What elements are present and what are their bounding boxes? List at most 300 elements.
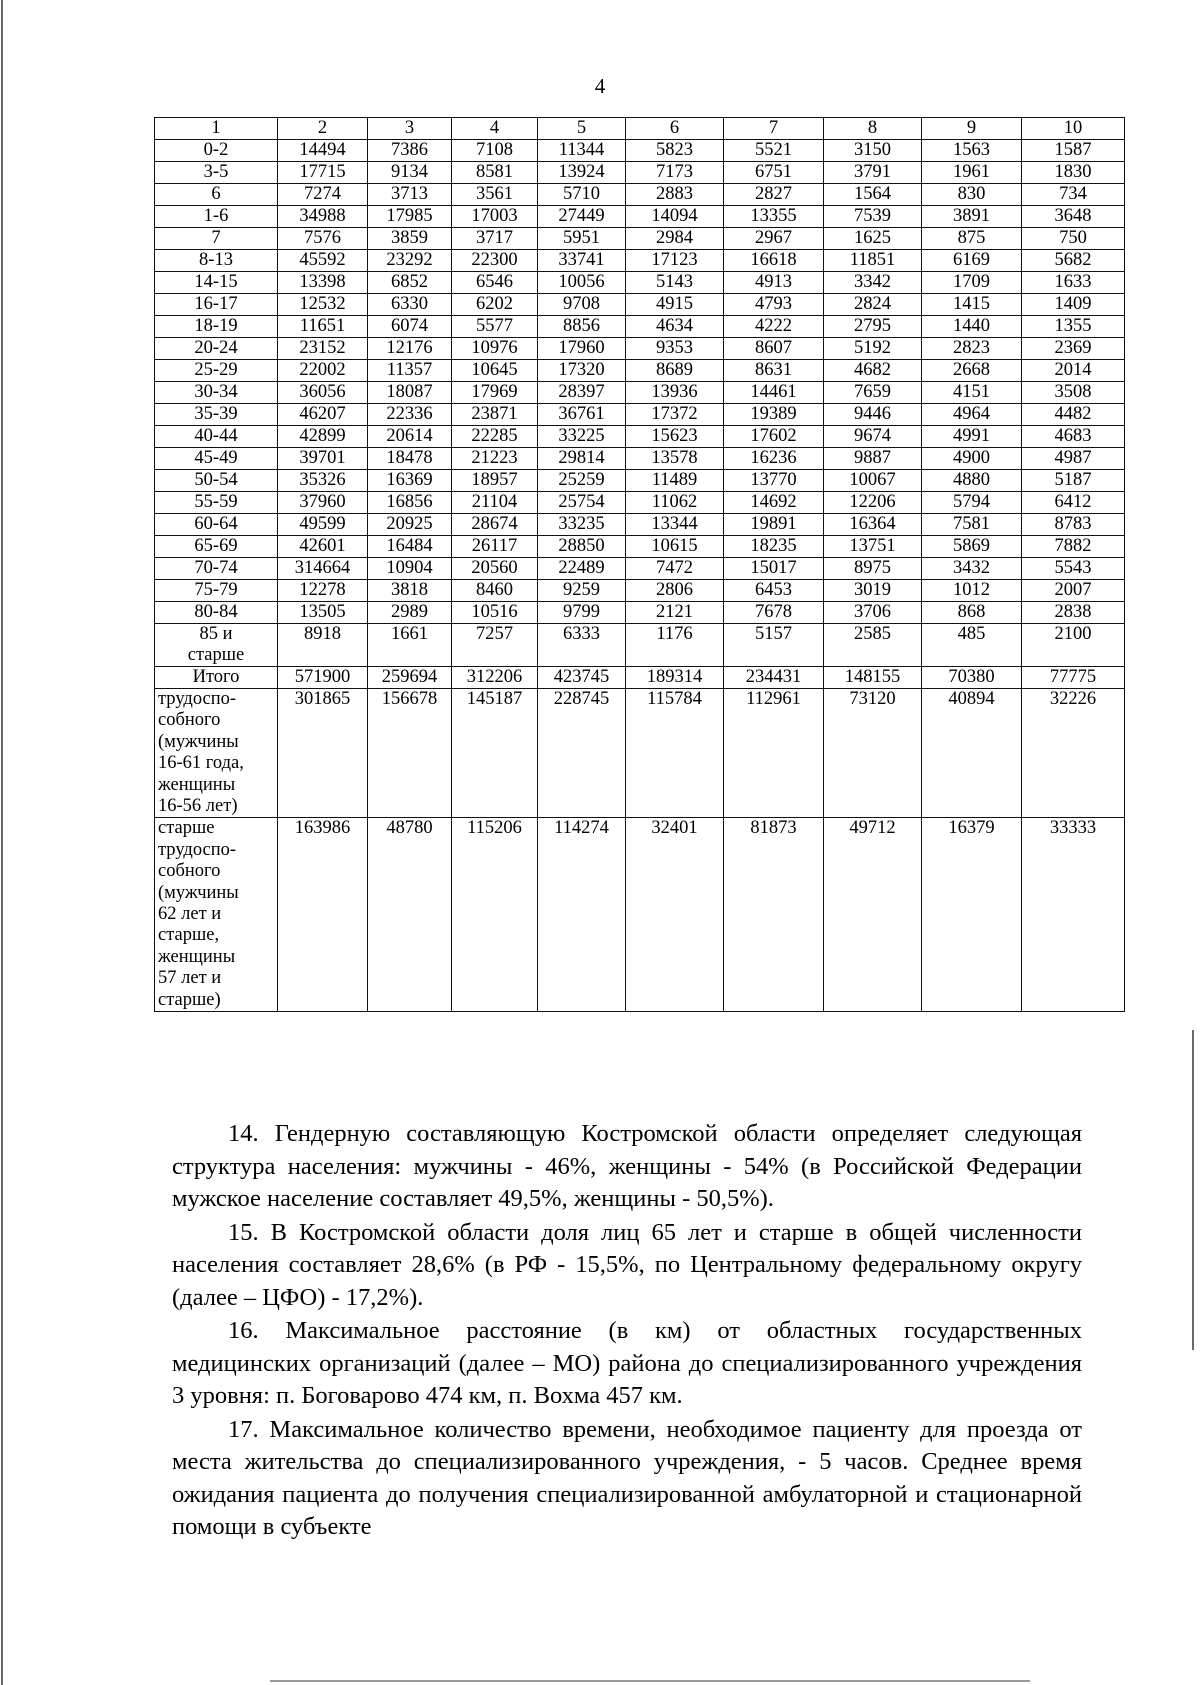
age-group-cell: 35-39: [155, 404, 278, 426]
value-cell: 14461: [724, 382, 824, 404]
paragraph-14: 14. Гендерную составляющую Костромской области определяет следующая структура населения: мужчины - 46%, женщины - 54% (в Российской Федерации мужское население составляет 49,5%, женщины - 50,5%).: [172, 1120, 1082, 1212]
header-cell: 1: [155, 118, 278, 140]
header-cell: 7: [724, 118, 824, 140]
table-row: [155, 558, 1125, 580]
header-cell: 6: [626, 118, 724, 140]
value-cell: 8918: [278, 624, 368, 667]
age-group-cell: 65-69: [155, 536, 278, 558]
value-cell: 7472: [626, 558, 724, 580]
value-cell: 7581: [922, 514, 1022, 536]
value-cell: 112961: [724, 689, 824, 818]
row-label-cell: 85 и старше: [155, 624, 278, 667]
value-cell: 48780: [368, 818, 452, 1012]
value-cell: 1415: [922, 294, 1022, 316]
table-row: [155, 448, 1125, 470]
value-cell: 2014: [1022, 360, 1125, 382]
paragraph-15: 15. В Костромской области доля лиц 65 лет и старше в общей численности населения составляет 28,6% (в РФ - 15,5%, по Центральному федеральному округу (далее – ЦФО) - 17,2%).: [172, 1218, 1082, 1311]
value-cell: 9353: [626, 338, 724, 360]
header-cell: 8: [824, 118, 922, 140]
value-cell: 33741: [538, 250, 626, 272]
value-cell: 7678: [724, 602, 824, 624]
value-cell: 5869: [922, 536, 1022, 558]
value-cell: 21104: [452, 492, 538, 514]
value-cell: 11344: [538, 140, 626, 162]
value-cell: 4991: [922, 426, 1022, 448]
value-cell: 10904: [368, 558, 452, 580]
value-cell: 485: [922, 624, 1022, 667]
age-group-cell: 80-84: [155, 602, 278, 624]
value-cell: 148155: [824, 667, 922, 689]
value-cell: 17602: [724, 426, 824, 448]
value-cell: 5187: [1022, 470, 1125, 492]
table-header-row: [155, 118, 1125, 140]
table-row: [155, 580, 1125, 602]
page-edge-bottom: [270, 1680, 1030, 1682]
row-working-age: [155, 689, 1125, 818]
table-row: [155, 250, 1125, 272]
value-cell: 22336: [368, 404, 452, 426]
value-cell: 115206: [452, 818, 538, 1012]
value-cell: 1409: [1022, 294, 1125, 316]
age-group-cell: 18-19: [155, 316, 278, 338]
value-cell: 9446: [824, 404, 922, 426]
value-cell: 4964: [922, 404, 1022, 426]
table-body: [155, 118, 1125, 1012]
page-edge-left: [1, 0, 3, 1685]
row-label-cell: трудоспо- собного (мужчины 16-61 года, женщины 16-56 лет): [155, 689, 278, 818]
value-cell: 7108: [452, 140, 538, 162]
age-group-cell: 0-2: [155, 140, 278, 162]
value-cell: 16856: [368, 492, 452, 514]
value-cell: 19891: [724, 514, 824, 536]
value-cell: 6169: [922, 250, 1022, 272]
value-cell: 2806: [626, 580, 724, 602]
value-cell: 9799: [538, 602, 626, 624]
value-cell: 13355: [724, 206, 824, 228]
value-cell: 301865: [278, 689, 368, 818]
value-cell: 36761: [538, 404, 626, 426]
value-cell: 17123: [626, 250, 724, 272]
table-row: [155, 602, 1125, 624]
value-cell: 32226: [1022, 689, 1125, 818]
value-cell: 49599: [278, 514, 368, 536]
value-cell: 33225: [538, 426, 626, 448]
value-cell: 13751: [824, 536, 922, 558]
table-row: [155, 272, 1125, 294]
value-cell: 5157: [724, 624, 824, 667]
value-cell: 17960: [538, 338, 626, 360]
value-cell: 3432: [922, 558, 1022, 580]
value-cell: 20614: [368, 426, 452, 448]
value-cell: 14494: [278, 140, 368, 162]
table-row: [155, 492, 1125, 514]
value-cell: 25754: [538, 492, 626, 514]
value-cell: 73120: [824, 689, 922, 818]
value-cell: 28850: [538, 536, 626, 558]
value-cell: 1633: [1022, 272, 1125, 294]
value-cell: 5521: [724, 140, 824, 162]
value-cell: 8975: [824, 558, 922, 580]
value-cell: 4482: [1022, 404, 1125, 426]
value-cell: 40894: [922, 689, 1022, 818]
value-cell: 13398: [278, 272, 368, 294]
page-number: 4: [594, 74, 606, 98]
table-row: [155, 184, 1125, 206]
value-cell: 18087: [368, 382, 452, 404]
value-cell: 1661: [368, 624, 452, 667]
value-cell: 16369: [368, 470, 452, 492]
table-row: [155, 536, 1125, 558]
value-cell: 49712: [824, 818, 922, 1012]
value-cell: 23152: [278, 338, 368, 360]
age-group-cell: 25-29: [155, 360, 278, 382]
row-total: [155, 667, 1125, 689]
value-cell: 11062: [626, 492, 724, 514]
value-cell: 17715: [278, 162, 368, 184]
value-cell: 1176: [626, 624, 724, 667]
value-cell: 8607: [724, 338, 824, 360]
value-cell: 2824: [824, 294, 922, 316]
value-cell: 10645: [452, 360, 538, 382]
value-cell: 2100: [1022, 624, 1125, 667]
age-group-cell: 16-17: [155, 294, 278, 316]
value-cell: 4634: [626, 316, 724, 338]
value-cell: 13770: [724, 470, 824, 492]
value-cell: 734: [1022, 184, 1125, 206]
header-cell: 10: [1022, 118, 1125, 140]
table-row: [155, 382, 1125, 404]
value-cell: 145187: [452, 689, 538, 818]
value-cell: 17969: [452, 382, 538, 404]
value-cell: 7659: [824, 382, 922, 404]
value-cell: 2984: [626, 228, 724, 250]
value-cell: 18957: [452, 470, 538, 492]
value-cell: 13505: [278, 602, 368, 624]
value-cell: 22300: [452, 250, 538, 272]
value-cell: 114274: [538, 818, 626, 1012]
value-cell: 10615: [626, 536, 724, 558]
value-cell: 5192: [824, 338, 922, 360]
value-cell: 42601: [278, 536, 368, 558]
value-cell: 163986: [278, 818, 368, 1012]
value-cell: 868: [922, 602, 1022, 624]
value-cell: 25259: [538, 470, 626, 492]
value-cell: 5951: [538, 228, 626, 250]
value-cell: 2989: [368, 602, 452, 624]
value-cell: 11651: [278, 316, 368, 338]
value-cell: 20925: [368, 514, 452, 536]
value-cell: 2827: [724, 184, 824, 206]
value-cell: 1830: [1022, 162, 1125, 184]
value-cell: 28674: [452, 514, 538, 536]
value-cell: 2668: [922, 360, 1022, 382]
table-row: [155, 294, 1125, 316]
value-cell: 12176: [368, 338, 452, 360]
value-cell: 10067: [824, 470, 922, 492]
table-row: [155, 514, 1125, 536]
value-cell: 16484: [368, 536, 452, 558]
value-cell: 5710: [538, 184, 626, 206]
value-cell: 13936: [626, 382, 724, 404]
value-cell: 6412: [1022, 492, 1125, 514]
value-cell: 6074: [368, 316, 452, 338]
value-cell: 5794: [922, 492, 1022, 514]
table-row: [155, 228, 1125, 250]
value-cell: 4987: [1022, 448, 1125, 470]
value-cell: 8856: [538, 316, 626, 338]
value-cell: 1564: [824, 184, 922, 206]
value-cell: 571900: [278, 667, 368, 689]
value-cell: 2121: [626, 602, 724, 624]
value-cell: 6751: [724, 162, 824, 184]
value-cell: 6333: [538, 624, 626, 667]
value-cell: 10056: [538, 272, 626, 294]
population-table: [154, 117, 1125, 1012]
value-cell: 26117: [452, 536, 538, 558]
age-group-cell: 3-5: [155, 162, 278, 184]
value-cell: 8460: [452, 580, 538, 602]
value-cell: 7539: [824, 206, 922, 228]
paragraph-16: 16. Максимальное расстояние (в км) от областных государственных медицинских организаций (далее – МО) района до специализированного учреждения 3 уровня: п. Боговарово 474 км, п. Вохма 457 км.: [172, 1317, 1082, 1409]
value-cell: 12206: [824, 492, 922, 514]
value-cell: 36056: [278, 382, 368, 404]
value-cell: 4913: [724, 272, 824, 294]
value-cell: 8581: [452, 162, 538, 184]
value-cell: 3859: [368, 228, 452, 250]
value-cell: 28397: [538, 382, 626, 404]
value-cell: 16364: [824, 514, 922, 536]
value-cell: 14094: [626, 206, 724, 228]
value-cell: 3150: [824, 140, 922, 162]
value-cell: 33333: [1022, 818, 1125, 1012]
value-cell: 6202: [452, 294, 538, 316]
value-cell: 9674: [824, 426, 922, 448]
value-cell: 16379: [922, 818, 1022, 1012]
value-cell: 7386: [368, 140, 452, 162]
table-row: [155, 360, 1125, 382]
value-cell: 8631: [724, 360, 824, 382]
value-cell: 2007: [1022, 580, 1125, 602]
value-cell: 10976: [452, 338, 538, 360]
value-cell: 4151: [922, 382, 1022, 404]
value-cell: 18235: [724, 536, 824, 558]
value-cell: 7274: [278, 184, 368, 206]
value-cell: 18478: [368, 448, 452, 470]
value-cell: 5682: [1022, 250, 1125, 272]
value-cell: 5577: [452, 316, 538, 338]
value-cell: 20560: [452, 558, 538, 580]
value-cell: 423745: [538, 667, 626, 689]
value-cell: 4793: [724, 294, 824, 316]
value-cell: 3508: [1022, 382, 1125, 404]
value-cell: 22285: [452, 426, 538, 448]
value-cell: 45592: [278, 250, 368, 272]
value-cell: 3648: [1022, 206, 1125, 228]
age-group-cell: 6: [155, 184, 278, 206]
age-group-cell: 8-13: [155, 250, 278, 272]
value-cell: 189314: [626, 667, 724, 689]
value-cell: 3561: [452, 184, 538, 206]
value-cell: 77775: [1022, 667, 1125, 689]
paragraph-17: 17. Максимальное количество времени, необходимое пациенту для проезда от места жительства до специализированного учреждения, - 5 часов. Среднее время ожидания пациента до получения специализированной амбулаторной и стационарной помощи в субъекте: [172, 1415, 1082, 1540]
value-cell: 8783: [1022, 514, 1125, 536]
age-group-cell: 60-64: [155, 514, 278, 536]
value-cell: 1587: [1022, 140, 1125, 162]
value-cell: 9259: [538, 580, 626, 602]
value-cell: 5143: [626, 272, 724, 294]
value-cell: 1625: [824, 228, 922, 250]
value-cell: 4880: [922, 470, 1022, 492]
value-cell: 32401: [626, 818, 724, 1012]
value-cell: 3706: [824, 602, 922, 624]
header-cell: 4: [452, 118, 538, 140]
value-cell: 17320: [538, 360, 626, 382]
value-cell: 2795: [824, 316, 922, 338]
value-cell: 1563: [922, 140, 1022, 162]
age-group-cell: 20-24: [155, 338, 278, 360]
age-group-cell: 40-44: [155, 426, 278, 448]
value-cell: 16236: [724, 448, 824, 470]
row-85-and-older: [155, 624, 1125, 667]
value-cell: 3717: [452, 228, 538, 250]
value-cell: 37960: [278, 492, 368, 514]
value-cell: 23871: [452, 404, 538, 426]
body-text: [172, 1118, 1082, 1545]
header-cell: 5: [538, 118, 626, 140]
value-cell: 22002: [278, 360, 368, 382]
value-cell: 314664: [278, 558, 368, 580]
table-row: [155, 404, 1125, 426]
value-cell: 2823: [922, 338, 1022, 360]
value-cell: 11851: [824, 250, 922, 272]
table-row: [155, 338, 1125, 360]
value-cell: 3818: [368, 580, 452, 602]
table-row: [155, 316, 1125, 338]
value-cell: 17003: [452, 206, 538, 228]
header-cell: 9: [922, 118, 1022, 140]
value-cell: 115784: [626, 689, 724, 818]
value-cell: 4683: [1022, 426, 1125, 448]
value-cell: 11357: [368, 360, 452, 382]
value-cell: 830: [922, 184, 1022, 206]
value-cell: 17985: [368, 206, 452, 228]
value-cell: 2883: [626, 184, 724, 206]
value-cell: 1012: [922, 580, 1022, 602]
value-cell: 234431: [724, 667, 824, 689]
value-cell: 2967: [724, 228, 824, 250]
age-group-cell: 55-59: [155, 492, 278, 514]
value-cell: 6330: [368, 294, 452, 316]
value-cell: 9887: [824, 448, 922, 470]
value-cell: 7257: [452, 624, 538, 667]
value-cell: 15017: [724, 558, 824, 580]
value-cell: 312206: [452, 667, 538, 689]
table-row: [155, 162, 1125, 184]
value-cell: 4682: [824, 360, 922, 382]
header-cell: 3: [368, 118, 452, 140]
value-cell: 33235: [538, 514, 626, 536]
value-cell: 3019: [824, 580, 922, 602]
value-cell: 8689: [626, 360, 724, 382]
table-row: [155, 140, 1125, 162]
table-row: [155, 426, 1125, 448]
age-group-cell: 14-15: [155, 272, 278, 294]
value-cell: 19389: [724, 404, 824, 426]
value-cell: 16618: [724, 250, 824, 272]
row-label-cell: Итого: [155, 667, 278, 689]
value-cell: 1440: [922, 316, 1022, 338]
value-cell: 259694: [368, 667, 452, 689]
value-cell: 10516: [452, 602, 538, 624]
value-cell: 6453: [724, 580, 824, 602]
value-cell: 5823: [626, 140, 724, 162]
population-table-container: [154, 117, 1124, 1012]
age-group-cell: 75-79: [155, 580, 278, 602]
value-cell: 13924: [538, 162, 626, 184]
age-group-cell: 70-74: [155, 558, 278, 580]
value-cell: 750: [1022, 228, 1125, 250]
value-cell: 13344: [626, 514, 724, 536]
value-cell: 9708: [538, 294, 626, 316]
value-cell: 35326: [278, 470, 368, 492]
value-cell: 46207: [278, 404, 368, 426]
value-cell: 2838: [1022, 602, 1125, 624]
value-cell: 1961: [922, 162, 1022, 184]
value-cell: 3891: [922, 206, 1022, 228]
age-group-cell: 7: [155, 228, 278, 250]
row-above-working-age: [155, 818, 1125, 1012]
age-group-cell: 45-49: [155, 448, 278, 470]
value-cell: 70380: [922, 667, 1022, 689]
value-cell: 39701: [278, 448, 368, 470]
value-cell: 22489: [538, 558, 626, 580]
value-cell: 34988: [278, 206, 368, 228]
value-cell: 15623: [626, 426, 724, 448]
value-cell: 7173: [626, 162, 724, 184]
value-cell: 29814: [538, 448, 626, 470]
table-row: [155, 206, 1125, 228]
page-edge-right: [1192, 1030, 1194, 1350]
value-cell: 156678: [368, 689, 452, 818]
age-group-cell: 30-34: [155, 382, 278, 404]
value-cell: 228745: [538, 689, 626, 818]
value-cell: 2369: [1022, 338, 1125, 360]
value-cell: 5543: [1022, 558, 1125, 580]
table-row: [155, 470, 1125, 492]
value-cell: 6546: [452, 272, 538, 294]
value-cell: 13578: [626, 448, 724, 470]
age-group-cell: 50-54: [155, 470, 278, 492]
value-cell: 7576: [278, 228, 368, 250]
value-cell: 6852: [368, 272, 452, 294]
value-cell: 14692: [724, 492, 824, 514]
value-cell: 27449: [538, 206, 626, 228]
value-cell: 17372: [626, 404, 724, 426]
value-cell: 3713: [368, 184, 452, 206]
row-label-cell: старше трудоспо- собного (мужчины 62 лет и старше, женщины 57 лет и старше): [155, 818, 278, 1012]
value-cell: 4915: [626, 294, 724, 316]
value-cell: 3342: [824, 272, 922, 294]
value-cell: 12532: [278, 294, 368, 316]
header-cell: 2: [278, 118, 368, 140]
value-cell: 4222: [724, 316, 824, 338]
value-cell: 4900: [922, 448, 1022, 470]
value-cell: 875: [922, 228, 1022, 250]
value-cell: 2585: [824, 624, 922, 667]
value-cell: 9134: [368, 162, 452, 184]
value-cell: 21223: [452, 448, 538, 470]
value-cell: 1355: [1022, 316, 1125, 338]
